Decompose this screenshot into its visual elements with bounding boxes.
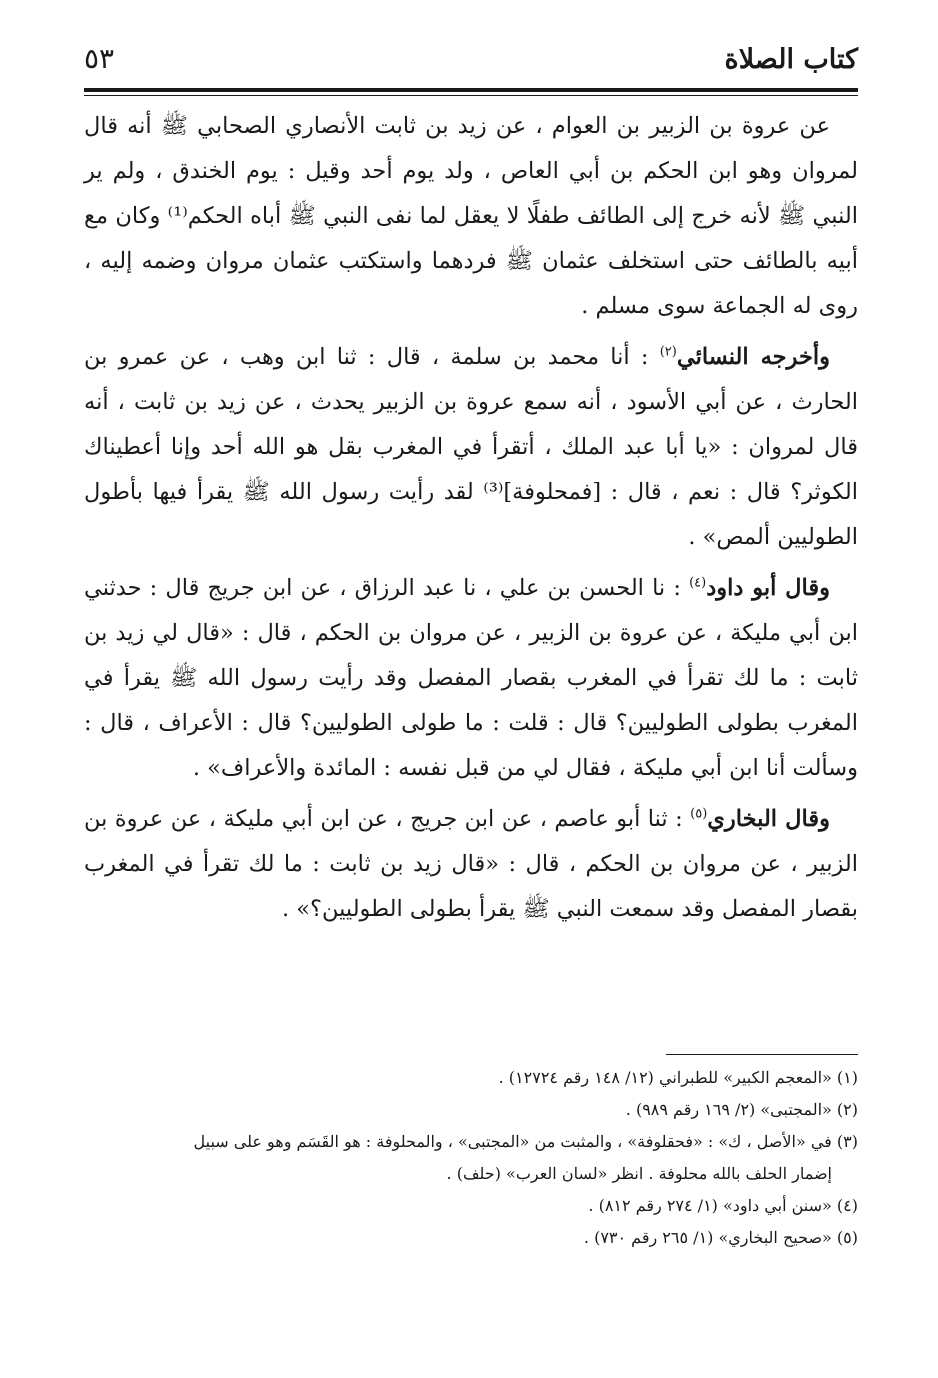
paragraph xyxy=(84,797,858,932)
paragraph-lead: وقال أبو داود xyxy=(706,575,830,601)
chapter-title: كتاب الصلاة xyxy=(724,44,858,75)
paragraph-text: : أنا محمد بن سلمة ، قال : ثنا ابن وهب ، عن عمرو بن الحارث ، عن أبي الأسود ، أنه سمع عروة بن الزبير يحدث ، عن زيد بن ثابت ، أنه قال لمروان : «يا أبا عبد الملك ، أتقرأ في المغرب بقل هو الله أحد وإنا أعطيناك الكوثر؟ قال : نعم ، قال : [فمحلوفة]⁽³⁾ لقد رأيت رسول الله ﷺ يقرأ فيها بأطول الطوليين ألمص» . xyxy=(84,344,858,550)
footnote-text: (٣) في «الأصل ، ك» : «فحقلوفة» ، والمثبت من «المجتبى» ، والمحلوفة : هو القَسَم وهو على سبيل xyxy=(193,1132,858,1151)
footnote xyxy=(84,1062,858,1094)
footnote-text: (٥) «صحيح البخاري» (١/ ٢٦٥ رقم ٧٣٠) . xyxy=(583,1228,858,1247)
main-text xyxy=(84,104,858,938)
paragraph xyxy=(84,104,858,329)
header-rule-thin xyxy=(84,95,858,96)
footnote-marker: (٢) xyxy=(659,344,677,360)
footnote-marker: (٥) xyxy=(690,806,708,822)
footnote-marker: (٤) xyxy=(689,575,707,591)
footnote xyxy=(84,1094,858,1126)
footnotes xyxy=(84,1062,858,1254)
footnote-text: (٢) «المجتبى» (٢/ ١٦٩ رقم ٩٨٩) . xyxy=(625,1100,858,1119)
footnote-separator xyxy=(666,1054,858,1055)
header-rule-thick xyxy=(84,88,858,92)
paragraph xyxy=(84,335,858,560)
page-header xyxy=(84,38,858,88)
footnote xyxy=(84,1126,858,1190)
paragraph-lead: وأخرجه النسائي xyxy=(676,344,830,370)
footnote xyxy=(84,1222,858,1254)
paragraph xyxy=(84,566,858,791)
footnote-text: (٤) «سنن أبي داود» (١/ ٢٧٤ رقم ٨١٢) . xyxy=(588,1196,858,1215)
paragraph-lead: وقال البخاري xyxy=(707,806,830,832)
footnote-continuation: إضمار الحلف بالله محلوفة . انظر «لسان العرب» (حلف) . xyxy=(446,1164,832,1183)
footnote-text: (١) «المعجم الكبير» للطبراني (١٢/ ١٤٨ رقم ١٢٧٢٤) . xyxy=(498,1068,858,1087)
paragraph-text: : نا الحسن بن علي ، نا عبد الرزاق ، عن ابن جريج قال : حدثني ابن أبي مليكة ، عن عروة بن الزبير ، عن مروان بن الحكم ، قال : «قال لي زيد بن ثابت : ما لك تقرأ في المغرب بقصار المفصل وقد رأيت رسول الله ﷺ يقرأ في المغرب بطولى الطوليين؟ قال : قلت : ما طولى الطوليين؟ قال : الأعراف ، قال : وسألت أنا ابن أبي مليكة ، فقال لي من قبل نفسه : المائدة والأعراف» . xyxy=(84,575,858,781)
paragraph-text: : ثنا أبو عاصم ، عن ابن جريج ، عن ابن أبي مليكة ، عن عروة بن الزبير ، عن مروان بن الحكم ، قال : «قال زيد بن ثابت : ما لك تقرأ في المغرب بقصار المفصل وقد سمعت النبي ﷺ يقرأ بطولى الطوليين؟» . xyxy=(84,806,858,922)
footnote xyxy=(84,1190,858,1222)
paragraph-text: عن عروة بن الزبير بن العوام ، عن زيد بن ثابت الأنصاري الصحابي ﷺ أنه قال لمروان وهو ابن الحكم بن أبي العاص ، ولد يوم أحد وقيل : يوم الخندق ، ولم ير النبي ﷺ لأنه خرج إلى الطائف طفلًا لا يعقل لما نفى النبي ﷺ أباه الحكم⁽¹⁾ وكان مع أبيه بالطائف حتى استخلف عثمان ﷺ فردهما واستكتب عثمان مروان وضمه إليه ، روى له الجماعة سوى مسلم . xyxy=(84,113,858,319)
page-number: ٥٣ xyxy=(84,42,115,75)
